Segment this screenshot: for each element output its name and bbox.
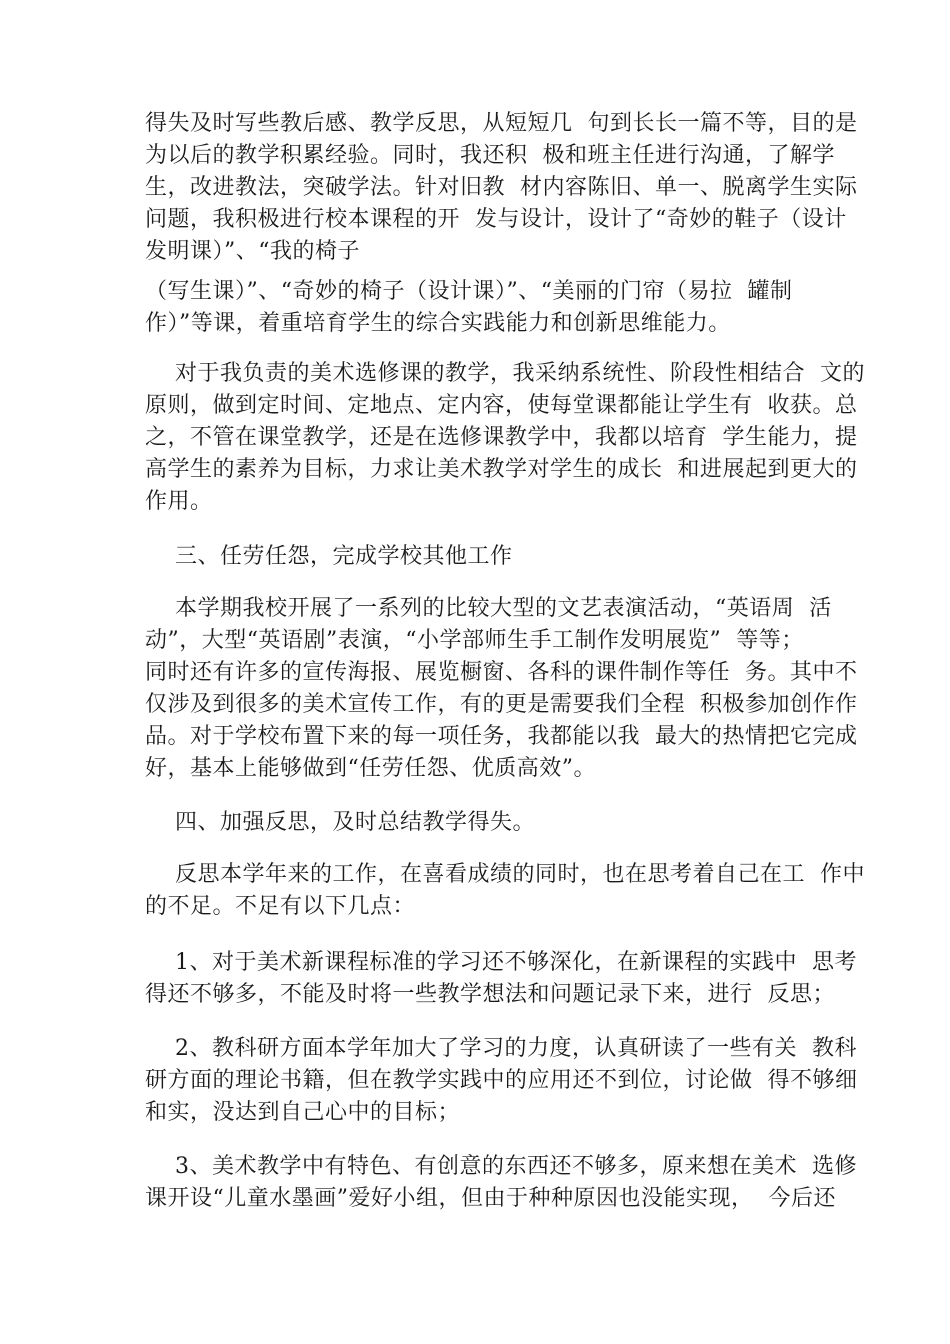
text-line: 1、对于美术新课程标准的学习还不够深化，在新课程的实践中 思考 <box>145 950 857 975</box>
text-line: 本学期我校开展了一系列的比较大型的文艺表演活动，“英语周 活 <box>145 596 832 621</box>
text-line: 和实，没达到自己心中的目标； <box>145 1100 461 1125</box>
text-line: 三、任劳任怨，完成学校其他工作 <box>145 544 513 569</box>
paragraph-4 <box>145 859 865 923</box>
paragraph-1 <box>145 108 858 340</box>
section-heading-3 <box>145 541 512 573</box>
section-heading-4 <box>145 807 535 839</box>
text-line: 反思本学年来的工作，在喜看成绩的同时，也在思考着自己在工 作中 <box>145 862 865 887</box>
paragraph-6 <box>145 1033 858 1129</box>
text-line: 原则，做到定时间、定地点、定内容，使每堂课都能让学生有 收获。总 <box>145 393 858 418</box>
text-line: 3、美术教学中有特色、有创意的东西还不够多，原来想在美术 选修 <box>145 1154 857 1179</box>
text-line: 课开设“儿童水墨画”爱好小组，但由于种种原因也没能实现， 今后还 <box>145 1186 836 1211</box>
text-line: 发明课）”、“我的椅子 <box>145 239 360 264</box>
text-line: 之，不管在课堂教学，还是在选修课教学中，我都以培育 学生能力，提 <box>145 425 858 450</box>
text-line: 好，基本上能够做到“任劳任怨、优质高效”。 <box>145 756 596 781</box>
text-line: 生，改进教法，突破学法。针对旧教 材内容陈旧、单一、脱离学生实际 <box>145 175 858 200</box>
text-line: （写生课）”、“奇妙的椅子（设计课）”、“美丽的门帘（易拉 罐制 <box>145 279 793 304</box>
text-line: 为以后的教学积累经验。同时，我还积 极和班主任进行沟通，了解学 <box>145 143 835 168</box>
text-line: 四、加强反思，及时总结教学得失。 <box>145 810 535 835</box>
text-line: 研方面的理论书籍，但在教学实践中的应用还不到位，讨论做 得不够细 <box>145 1068 858 1093</box>
text-line: 得失及时写些教后感、教学反思，从短短几 句到长长一篇不等，目的是 <box>145 111 858 136</box>
text-line: 同时还有许多的宣传海报、展览橱窗、各科的课件制作等任 务。其中不 <box>145 660 858 685</box>
text-line: 对于我负责的美术选修课的教学，我采纳系统性、阶段性相结合 文的 <box>145 361 865 386</box>
paragraph-3 <box>145 593 858 785</box>
text-line: 2、教科研方面本学年加大了学习的力度，认真研读了一些有关 教科 <box>145 1036 857 1061</box>
text-line: 仅涉及到很多的美术宣传工作，有的更是需要我们全程 积极参加创作作 <box>145 692 858 717</box>
text-line: 品。对于学校布置下来的每一项任务，我都能以我 最大的热情把它完成 <box>145 724 858 749</box>
text-line: 问题，我积极进行校本课程的开 发与设计，设计了“奇妙的鞋子（设计 <box>145 207 847 232</box>
text-line: 动”，大型“英语剧”表演，“小学部师生手工制作发明展览” 等等； <box>145 628 804 653</box>
text-line: 作）”等课，着重培育学生的综合实践能力和创新思维能力。 <box>145 311 731 336</box>
paragraph-2 <box>145 358 865 518</box>
text-line: 的不足。不足有以下几点： <box>145 894 416 919</box>
text-line: 高学生的素养为目标，力求让美术教学对学生的成长 和进展起到更大的 <box>145 457 858 482</box>
paragraph-7 <box>145 1151 857 1215</box>
text-line: 得还不够多，不能及时将一些教学想法和问题记录下来，进行 反思； <box>145 982 835 1007</box>
paragraph-5 <box>145 947 857 1011</box>
text-line: 作用。 <box>145 489 213 514</box>
